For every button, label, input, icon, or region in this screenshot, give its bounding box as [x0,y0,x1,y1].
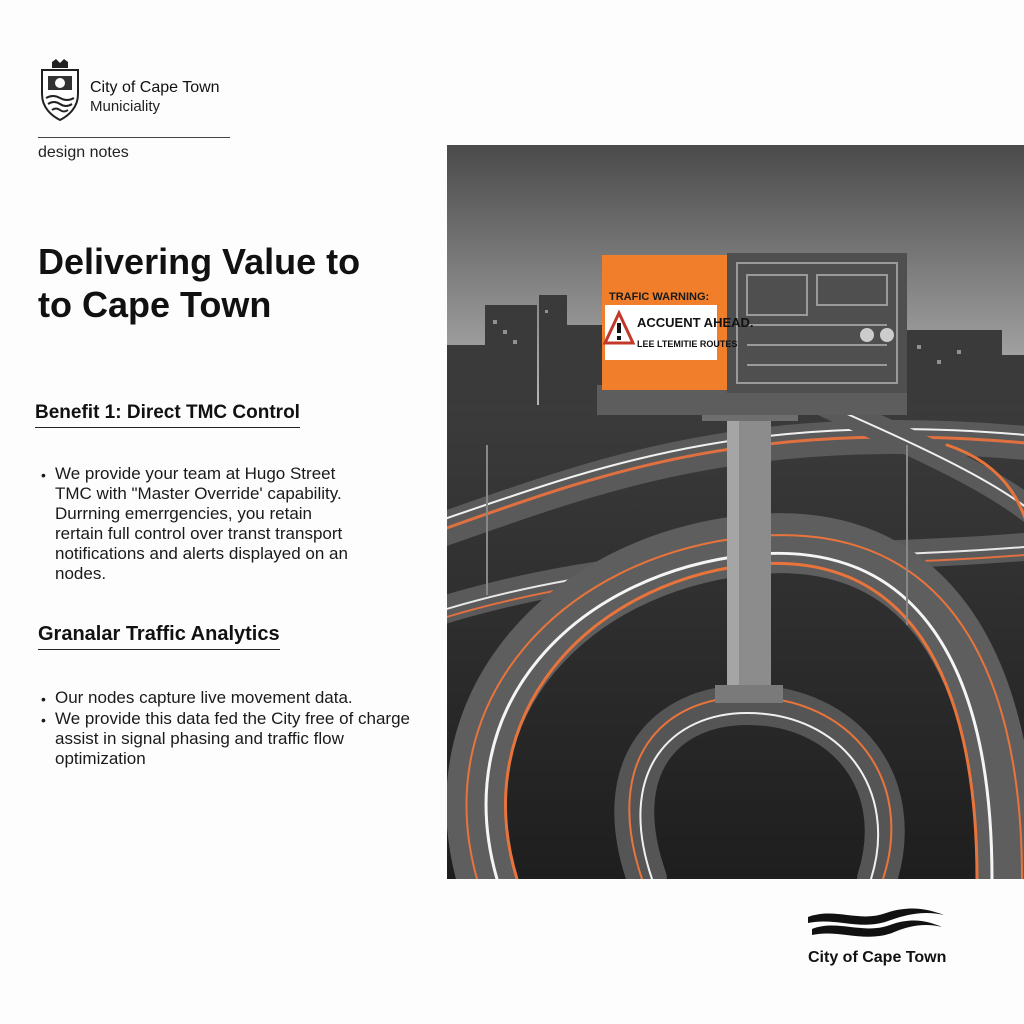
line: nodes. [55,564,107,583]
org-name: City of Cape Town [90,79,220,96]
list-item [38,464,438,584]
benefit-1-list [38,464,438,584]
section-label: design notes [38,144,129,161]
billboard-warning-label: TRAFIC WARNING: [609,291,710,303]
billboard-routes-label: LEE LTEMITIE ROUTES [637,339,738,349]
org-subtitle: Municiality [90,98,161,115]
benefit-2-list [38,688,438,770]
highway-billboard-photo [447,145,1024,879]
header-divider [38,137,230,138]
bullet-icon: • [41,712,46,728]
crest-icon [38,58,82,124]
line: Durrning emerrgencies, you retain [55,504,313,523]
waves-logo-icon [806,903,946,943]
benefit-1-heading: Benefit 1: Direct TMC Control [35,402,300,428]
page-title [38,240,438,326]
line: notifications and alerts displayed on an [55,544,348,563]
bullet-icon: • [41,467,46,483]
page-title-line-1: Delivering Value to [38,241,361,282]
benefit-2-heading: Granalar Traffic Analytics [38,623,280,650]
line: rertain full control over transt transport [55,524,343,543]
billboard-accident-label: ACCUENT AHEAD. [637,315,754,330]
line: We provide this data fed the City free of charge [55,709,410,728]
footer-org-name: City of Cape Town [808,949,947,966]
billboard [597,253,907,415]
bullet-icon: • [41,691,46,707]
line: TMC with "Master Override' capability. [55,484,342,503]
line: Our nodes capture live movement data. [55,688,353,707]
line: assist in signal phasing and traffic flow [55,729,344,748]
line: optimization [55,749,146,768]
line: We provide your team at Hugo Street [55,464,336,483]
page-title-line-2: to Cape Town [38,284,272,325]
org-title [90,78,220,116]
list-item [38,688,438,708]
list-item [38,709,438,769]
